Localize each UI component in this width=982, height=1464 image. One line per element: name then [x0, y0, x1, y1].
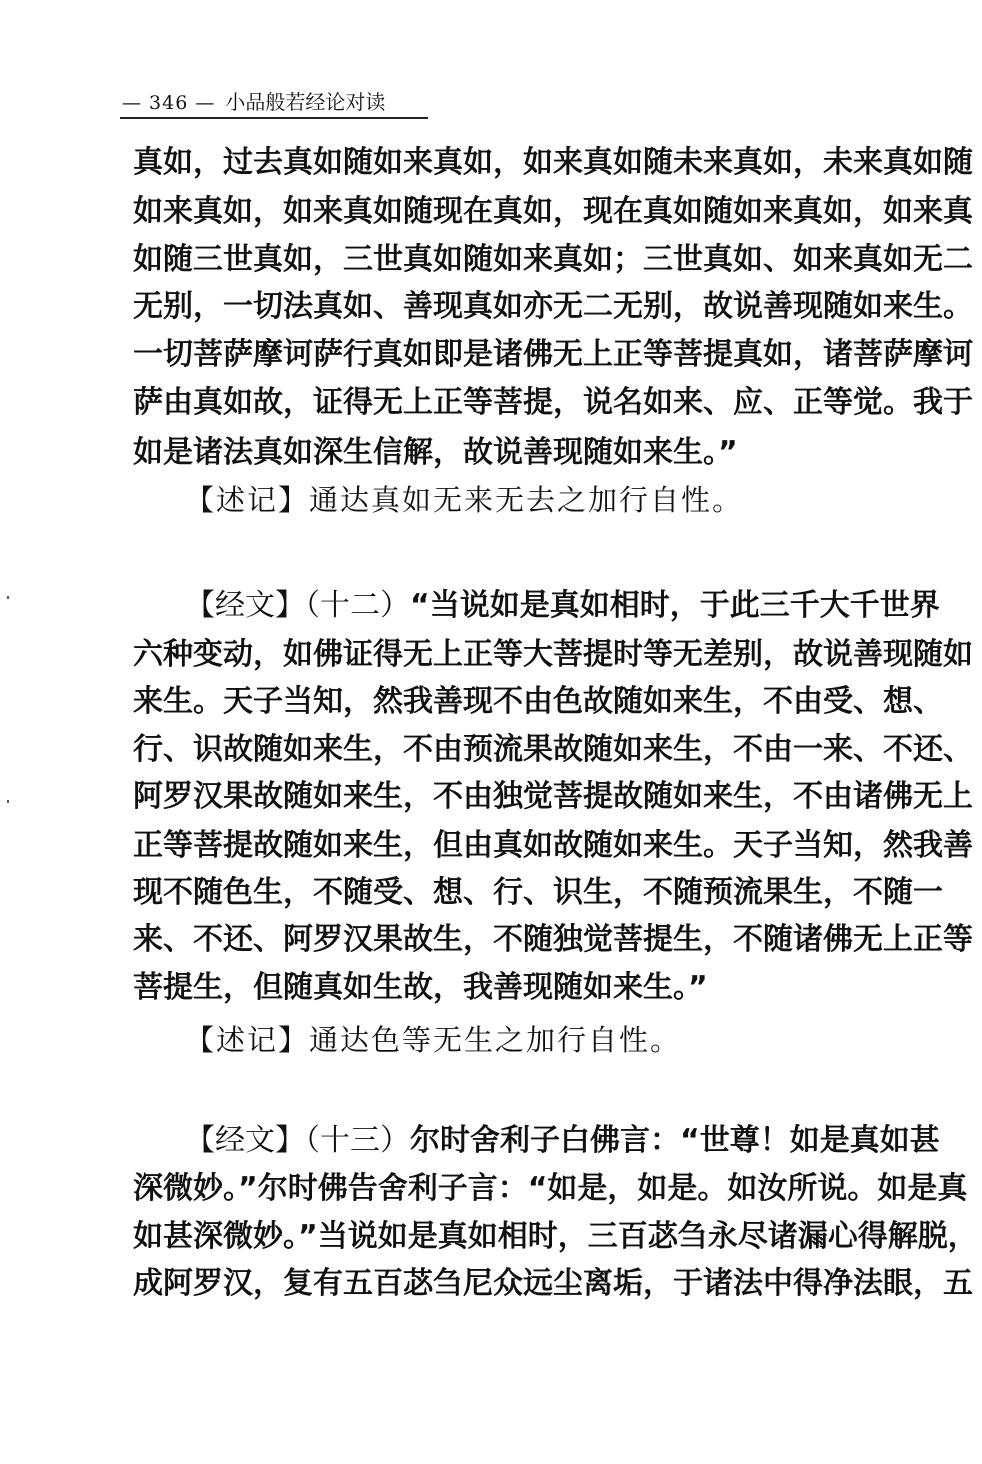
text-line	[133, 287, 973, 327]
text-line	[133, 920, 973, 960]
text-line	[133, 682, 943, 722]
line-text: 阿罗汉果故随如来生，不由独觉菩提故随如来生，不由诸佛无上	[133, 779, 973, 814]
text-line	[133, 240, 973, 280]
note-label: 【述记】	[185, 1023, 310, 1057]
text-line	[133, 383, 973, 423]
text-line	[133, 968, 871, 1008]
line-text: 如随三世真如，三世真如随如来真如；三世真如、如来真如无二	[133, 242, 973, 277]
text-line	[133, 1264, 973, 1304]
commentary-note	[185, 1020, 871, 1060]
line-text: 无别，一切法真如、善现真如亦无二无别，故说善现随如来生。	[133, 289, 973, 324]
line-text: 萨由真如故，证得无上正等菩提，说名如来、应、正等觉。我于	[133, 385, 973, 420]
line-text: 六种变动，如佛证得无上正等大菩提时等无差别，故说善现随如	[133, 637, 973, 672]
line-text: 现不随色生，不随受、想、行、识生，不随预流果生，不随一	[133, 875, 943, 910]
page-number: — 346 —	[122, 92, 216, 114]
text-line	[133, 143, 973, 183]
line-text: 如来真如，如来真如随现在真如，现在真如随如来真如，如来真	[133, 194, 973, 229]
line-text: 行、识故随如来生，不由预流果故随如来生，不由一来、不还、	[133, 732, 973, 767]
scripture-label: 【经文】（十二）	[185, 588, 410, 623]
line-text: 一切菩萨摩诃萨行真如即是诸佛无上正等菩提真如，诸菩萨摩诃	[133, 337, 973, 372]
text-line	[133, 1169, 968, 1209]
scan-mark	[7, 596, 9, 599]
scripture-label: 【经文】（十三）	[185, 1123, 410, 1158]
line-text: 成阿罗汉，复有五百苾刍尼众远尘离垢，于诸法中得净法眼，五	[133, 1266, 973, 1301]
commentary-note	[185, 480, 871, 520]
running-header	[122, 86, 385, 115]
line-text: 来生。天子当知，然我善现不由色故随如来生，不由受、想、	[133, 684, 943, 719]
note-label: 【述记】	[185, 483, 310, 517]
note-text: 通达真如无来无去之加行自性。	[309, 483, 744, 517]
line-text: “当说如是真如相时，于此三千大千世界	[410, 588, 940, 623]
text-line	[133, 192, 973, 232]
note-text: 通达色等无生之加行自性。	[309, 1023, 682, 1057]
line-text: 正等菩提故随如来生，但由真如故随如来生。天子当知，然我善	[133, 828, 973, 863]
book-title: 小品般若经论对读	[225, 90, 386, 114]
text-line	[133, 777, 973, 817]
line-text: 深微妙。”尔时佛告舍利子言：“如是，如是。如汝所说。如是真	[133, 1171, 968, 1206]
line-text: 菩提生，但随真如生故，我善现随如来生。”	[133, 970, 708, 1005]
text-line	[133, 635, 973, 675]
text-line	[185, 586, 940, 626]
header-rule	[120, 117, 428, 119]
text-line	[185, 1121, 940, 1161]
text-line	[133, 335, 973, 375]
text-line	[133, 826, 973, 866]
text-line	[133, 730, 973, 770]
text-line	[133, 873, 943, 913]
line-text: 真如，过去真如随如来真如，如来真如随未来真如，未来真如随	[133, 145, 973, 180]
text-line	[133, 1217, 978, 1257]
scan-mark	[7, 800, 9, 803]
line-text: 来、不还、阿罗汉果故生，不随独觉菩提生，不随诸佛无上正等	[133, 922, 973, 957]
text-line	[133, 433, 871, 473]
line-text: 尔时舍利子白佛言：“世尊！如是真如甚	[410, 1123, 940, 1158]
line-text: 如是诸法真如深生信解，故说善现随如来生。”	[133, 435, 738, 470]
line-text: 如甚深微妙。”当说如是真如相时，三百苾刍永尽诸漏心得解脱，	[133, 1219, 978, 1254]
